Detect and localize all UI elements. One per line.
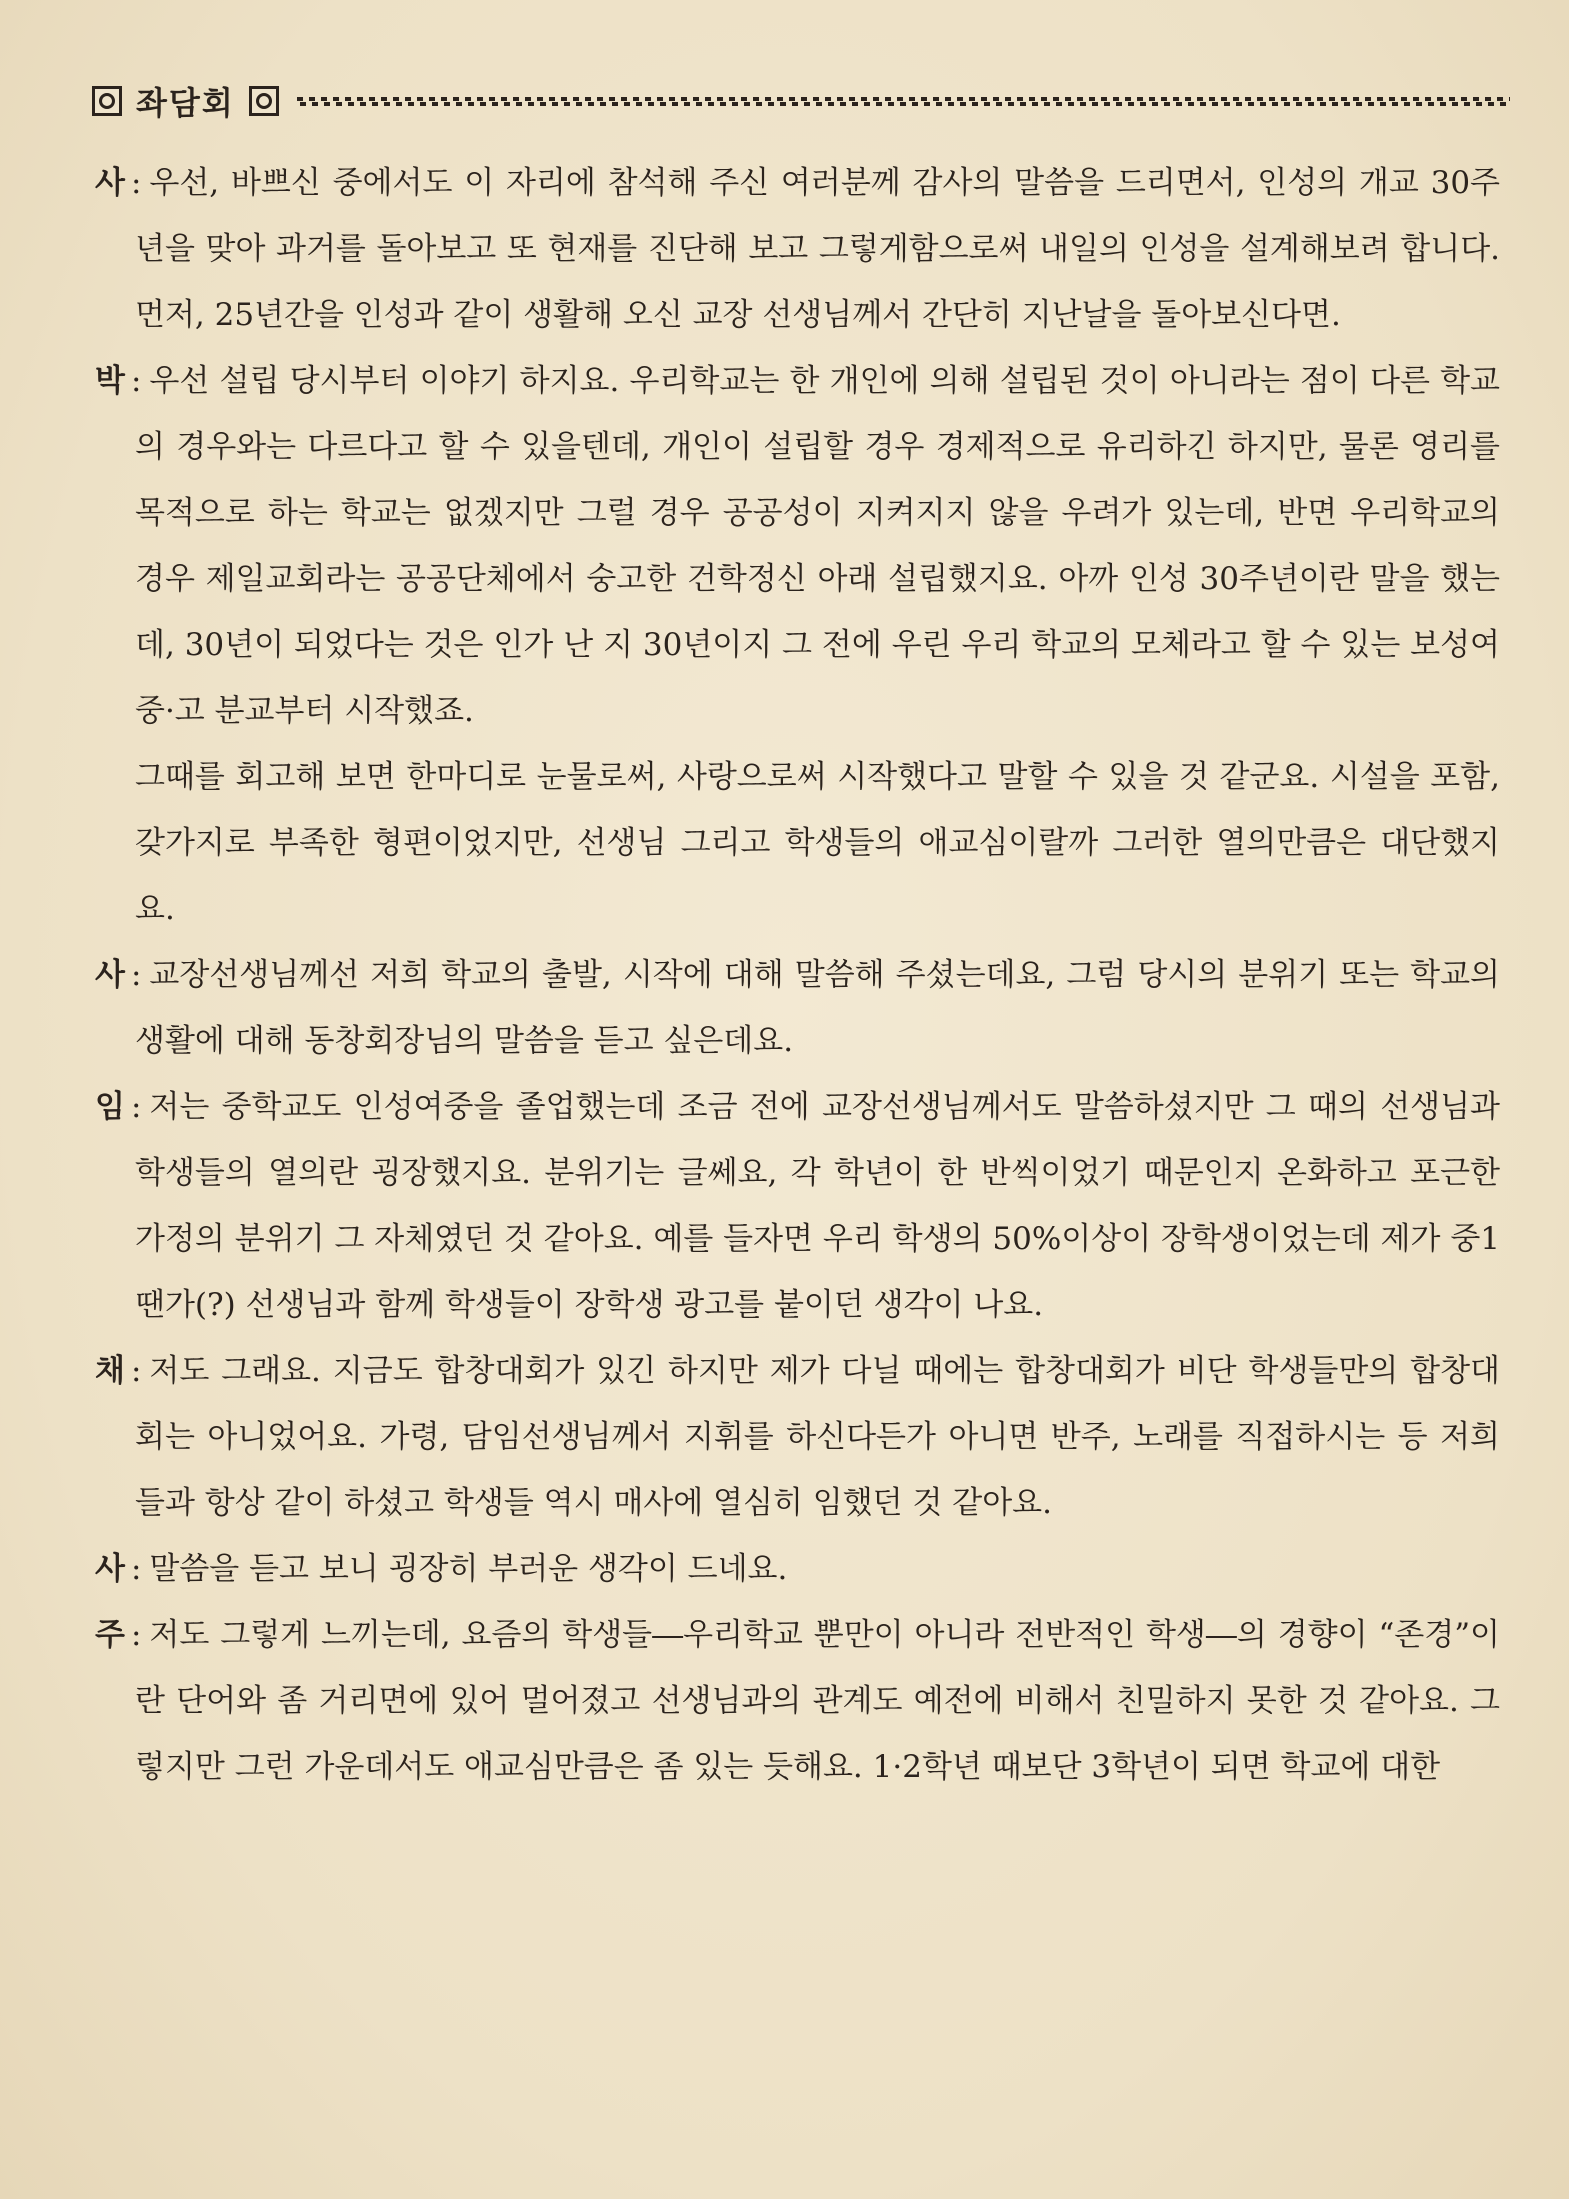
discussion-text [95,150,1500,1800]
speech-text: 교장선생님께선 저희 학교의 출발, 시작에 대해 말씀해 주셨는데요, 그럼 당시의 분위기 또는 학교의 생활에 대해 동창회장님의 말씀을 듣고 싶은데요. [135,957,1500,1059]
page-header [92,78,1510,124]
speech-paragraph: 사 : 교장선생님께선 저희 학교의 출발, 시작에 대해 말씀해 주셨는데요, 그럼 당시의 분위기 또는 학교의 생활에 대해 동창회장님의 말씀을 듣고 싶은데요. [95,957,1500,1059]
speech-text: 말씀을 듣고 보니 굉장히 부러운 생각이 드네요. [149,1551,788,1587]
speech-paragraph: 사 : 말씀을 듣고 보니 굉장히 부러운 생각이 드네요. [95,1551,788,1587]
speech-paragraph: 박 : 우선 설립 당시부터 이야기 하지요. 우리학교는 한 개인에 의해 설립된 것이 아니라는 점이 다른 학교의 경우와는 다르다고 할 수 있을텐데, 개인이 설립할 경우 경제적으로 유리하긴 하지만, 물론 영리를 목적으로 하는 학교는 없겠지만 그럴 경우 공공성이 지켜지지 않을 우려가 있는데, 반면 우리학교의 경우 제일교회라는 공공단체에서 숭고한 건학정신 아래 설립했지요. 아까 인성 30주년이란 말을 했는데, 30년이 되었다는 것은 인가 난 지 30년이지 그 전에 우린 우리 학교의 모체라고 할 수 있는 보성여중·고 분교부터 시작했죠. [95,363,1500,729]
speaker-label: 주 [95,1617,125,1653]
speech-text: 저도 그래요. 지금도 합창대회가 있긴 하지만 제가 다닐 때에는 합창대회가 비단 학생들만의 합창대회는 아니었어요. 가령, 담임선생님께서 지휘를 하신다든가 아니면 반주, 노래를 직접하시는 등 저희들과 항상 같이 하셨고 학생들 역시 매사에 열심히 임했던 것 같아요. [135,1353,1500,1521]
speaker-label: 사 [95,957,125,993]
speaker-label: 사 [95,165,125,201]
speech-paragraph: 채 : 저도 그래요. 지금도 합창대회가 있긴 하지만 제가 다닐 때에는 합창대회가 비단 학생들만의 합창대회는 아니었어요. 가령, 담임선생님께서 지휘를 하신다든가 아니면 반주, 노래를 직접하시는 등 저희들과 항상 같이 하셨고 학생들 역시 매사에 열심히 임했던 것 같아요. [95,1353,1500,1521]
speaker-label: 임 [95,1089,125,1125]
ornament-icon [249,86,279,116]
speaker-label: 채 [95,1353,125,1389]
speech-text: 저는 중학교도 인성여중을 졸업했는데 조금 전에 교장선생님께서도 말씀하셨지만 그 때의 선생님과 학생들의 열의란 굉장했지요. 분위기는 글쎄요, 각 학년이 한 반씩이었기 때문인지 온화하고 포근한 가정의 분위기 그 자체였던 것 같아요. 예를 들자면 우리 학생의 50%이상이 장학생이었는데 제가 중1땐가(?) 선생님과 함께 학생들이 장학생 광고를 붙이던 생각이 나요. [135,1089,1500,1323]
speech-text: 우선 설립 당시부터 이야기 하지요. 우리학교는 한 개인에 의해 설립된 것이 아니라는 점이 다른 학교의 경우와는 다르다고 할 수 있을텐데, 개인이 설립할 경우 경제적으로 유리하긴 하지만, 물론 영리를 목적으로 하는 학교는 없겠지만 그럴 경우 공공성이 지켜지지 않을 우려가 있는데, 반면 우리학교의 경우 제일교회라는 공공단체에서 숭고한 건학정신 아래 설립했지요. 아까 인성 30주년이란 말을 했는데, 30년이 되었다는 것은 인가 난 지 30년이지 그 전에 우린 우리 학교의 모체라고 할 수 있는 보성여중·고 분교부터 시작했죠. [135,363,1500,729]
speech-paragraph: 사 : 우선, 바쁘신 중에서도 이 자리에 참석해 주신 여러분께 감사의 말씀을 드리면서, 인성의 개교 30주년을 맞아 과거를 돌아보고 또 현재를 진단해 보고 그렇게함으로써 내일의 인성을 설계해보려 합니다. 먼저, 25년간을 인성과 같이 생활해 오신 교장 선생님께서 간단히 지난날을 돌아보신다면. [95,165,1500,333]
speech-paragraph: 임 : 저는 중학교도 인성여중을 졸업했는데 조금 전에 교장선생님께서도 말씀하셨지만 그 때의 선생님과 학생들의 열의란 굉장했지요. 분위기는 글쎄요, 각 학년이 한 반씩이었기 때문인지 온화하고 포근한 가정의 분위기 그 자체였던 것 같아요. 예를 들자면 우리 학생의 50%이상이 장학생이었는데 제가 중1땐가(?) 선생님과 함께 학생들이 장학생 광고를 붙이던 생각이 나요. [95,1089,1500,1323]
speech-paragraph: 주 : 저도 그렇게 느끼는데, 요즘의 학생들―우리학교 뿐만이 아니라 전반적인 학생―의 경향이 “존경”이란 단어와 좀 거리면에 있어 멀어졌고 선생님과의 관계도 예전에 비해서 친밀하지 못한 것 같아요. 그렇지만 그런 가운데서도 애교심만큼은 좀 있는 듯해요. 1·2학년 때보단 3학년이 되면 학교에 대한 [95,1617,1500,1785]
speech-text: 저도 그렇게 느끼는데, 요즘의 학생들―우리학교 뿐만이 아니라 전반적인 학생―의 경향이 “존경”이란 단어와 좀 거리면에 있어 멀어졌고 선생님과의 관계도 예전에 비해서 친밀하지 못한 것 같아요. 그렇지만 그런 가운데서도 애교심만큼은 좀 있는 듯해요. 1·2학년 때보단 3학년이 되면 학교에 대한 [135,1617,1500,1785]
decorative-border [297,91,1510,111]
speaker-label: 사 [95,1551,125,1587]
section-title: 좌담회 [136,84,235,122]
ornament-icon [92,86,122,116]
speech-continuation: 그때를 회고해 보면 한마디로 눈물로써, 사랑으로써 시작했다고 말할 수 있을 것 같군요. 시설을 포함, 갖가지로 부족한 형편이었지만, 선생님 그리고 학생들의 애교심이랄까 그러한 열의만큼은 대단했지요. [135,759,1500,927]
speaker-label: 박 [95,363,125,399]
speech-text: 우선, 바쁘신 중에서도 이 자리에 참석해 주신 여러분께 감사의 말씀을 드리면서, 인성의 개교 30주년을 맞아 과거를 돌아보고 또 현재를 진단해 보고 그렇게함으로써 내일의 인성을 설계해보려 합니다. 먼저, 25년간을 인성과 같이 생활해 오신 교장 선생님께서 간단히 지난날을 돌아보신다면. [135,165,1500,333]
